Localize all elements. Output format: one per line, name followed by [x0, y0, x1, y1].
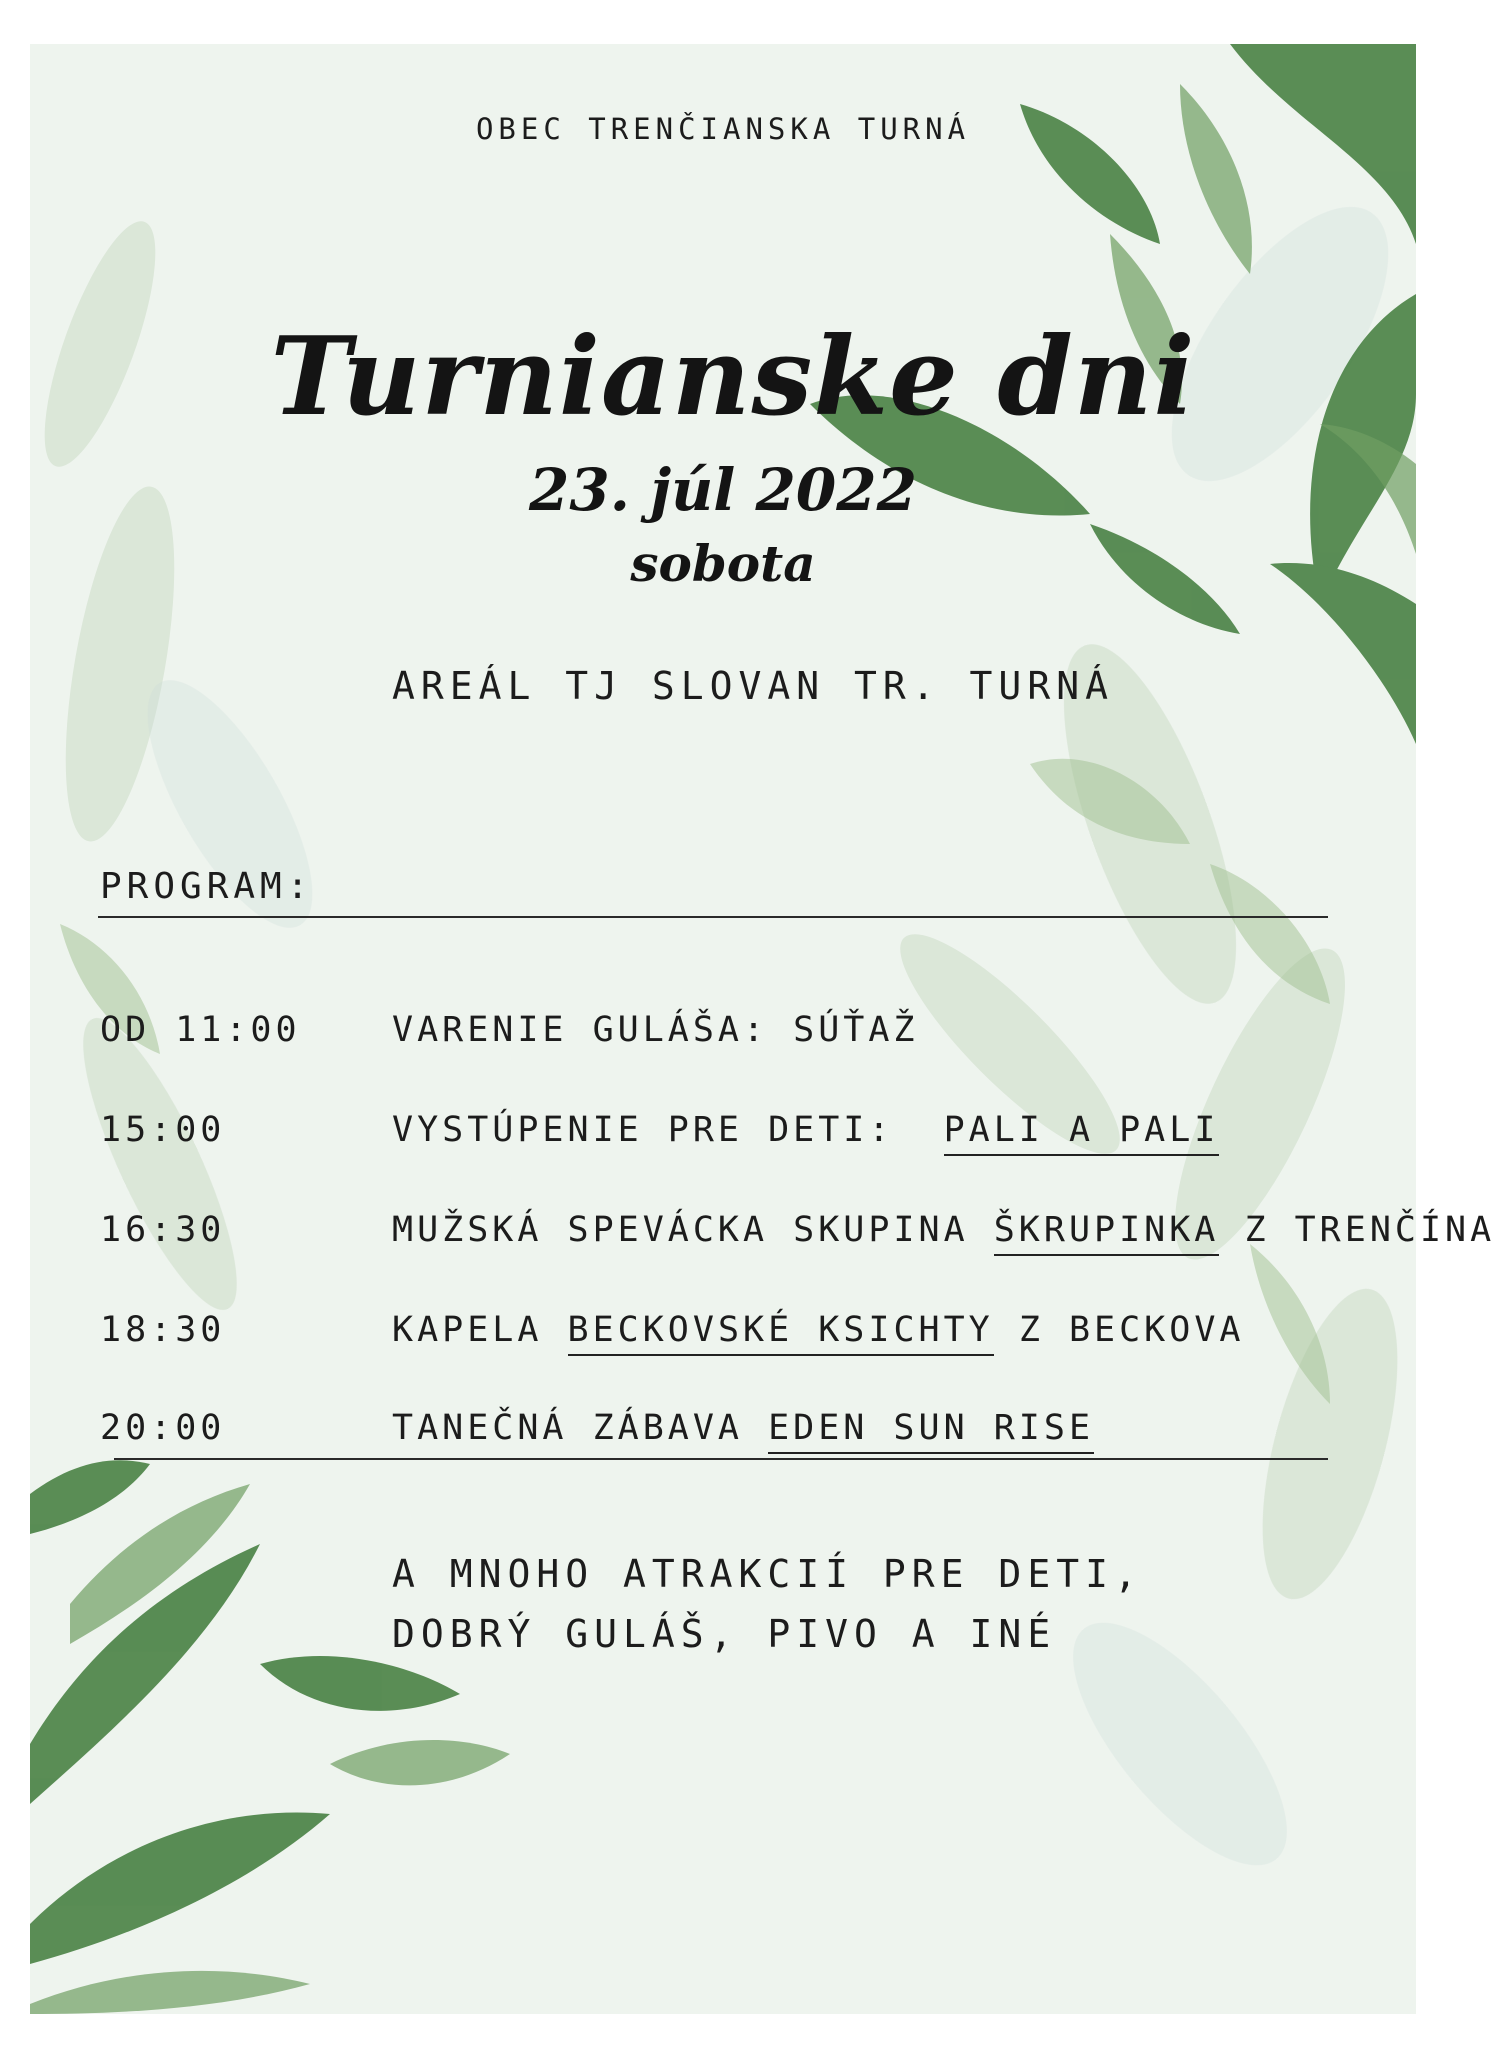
performer-name: PALI A PALI [944, 1110, 1220, 1156]
program-row [30, 1210, 1495, 1266]
program-event [392, 1210, 1495, 1256]
program-time: 18:30 [100, 1310, 226, 1350]
event-text-suffix: Z BECKOVA [993, 1310, 1245, 1350]
organizer-name: OBEC TRENČIANSKA TURNÁ [475, 112, 971, 146]
program-event [392, 1310, 1244, 1356]
event-text-suffix: Z TRENČÍNA [1219, 1210, 1495, 1250]
event-text: VYSTÚPENIE PRE DETI: [392, 1110, 944, 1150]
performer-name: BECKOVSKÉ KSICHTY [568, 1310, 994, 1356]
program-event [392, 1408, 1094, 1454]
program-heading: PROGRAM: [100, 866, 314, 907]
program-row [30, 1110, 1416, 1166]
program-row [30, 1408, 1416, 1464]
event-poster [30, 44, 1495, 2014]
program-bottom-divider [114, 1458, 1328, 1460]
program-event [392, 1010, 919, 1050]
program-row [30, 1310, 1416, 1366]
closing-text [392, 1544, 1143, 1664]
event-title: Turnianske dni [270, 314, 1196, 440]
program-row [30, 1010, 1416, 1066]
event-weekday: sobota [630, 534, 816, 593]
performer-name: EDEN SUN RISE [768, 1408, 1094, 1454]
event-text: VARENIE GULÁŠA: SÚŤAŽ [392, 1010, 919, 1050]
performer-name: ŠKRUPINKA [994, 1210, 1220, 1256]
closing-line: A MNOHO ATRAKCIÍ PRE DETI, [392, 1552, 1143, 1596]
event-date: 23. júl 2022 [529, 456, 917, 524]
event-text: MUŽSKÁ SPEVÁCKA SKUPINA [392, 1210, 994, 1250]
event-venue: AREÁL TJ SLOVAN TR. TURNÁ [392, 664, 1114, 708]
program-top-divider [98, 916, 1328, 918]
closing-line: DOBRÝ GULÁŠ, PIVO A INÉ [392, 1612, 1057, 1656]
program-time: OD 11:00 [100, 1010, 301, 1050]
program-time: 20:00 [100, 1408, 226, 1448]
program-time: 16:30 [100, 1210, 226, 1250]
program-time: 15:00 [100, 1110, 226, 1150]
event-text: TANEČNÁ ZÁBAVA [392, 1408, 769, 1448]
event-text: KAPELA [392, 1310, 568, 1350]
program-event [392, 1110, 1219, 1156]
